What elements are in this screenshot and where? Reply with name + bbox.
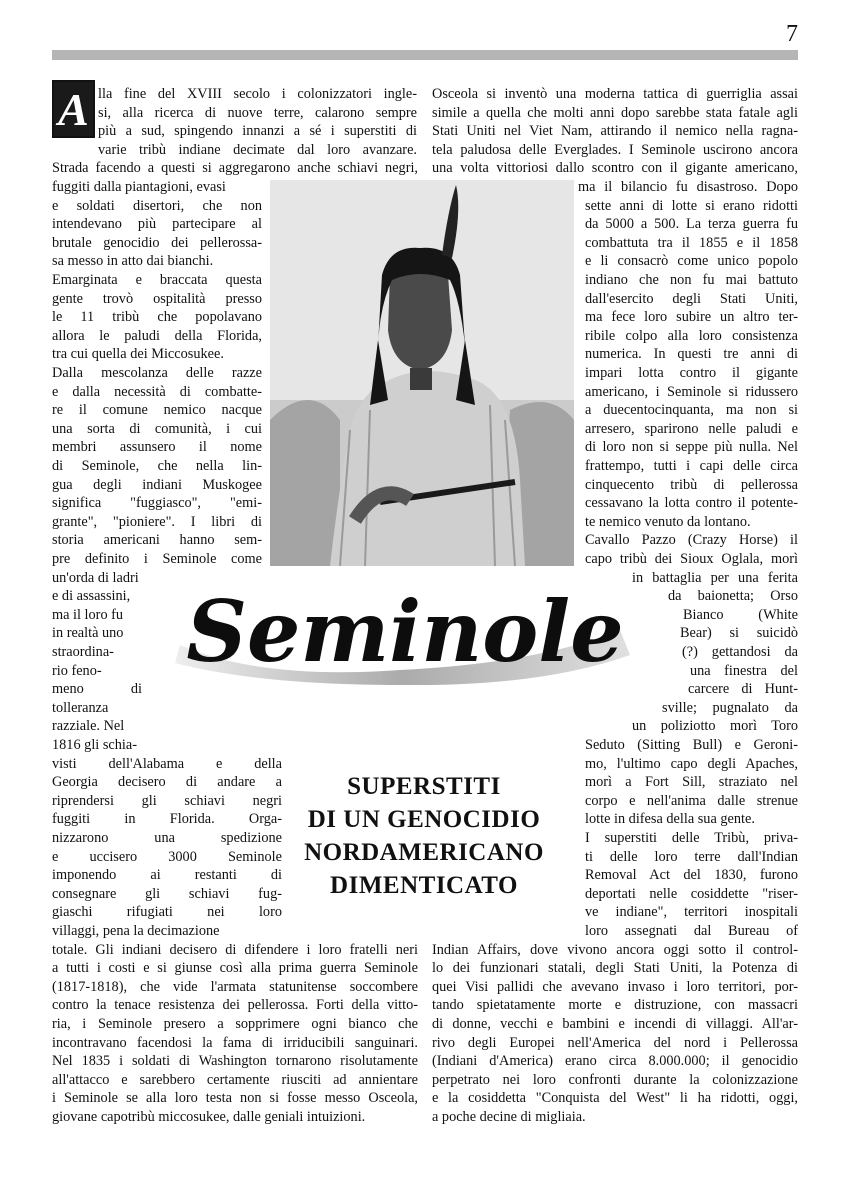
right-column-line: tando spietatamente morte e distruzione, con massacri xyxy=(432,997,798,1013)
left-column-line: Strada facendo a questi si aggregarono anche schiavi negri, xyxy=(52,160,418,176)
subtitle-line: DIMENTICATO xyxy=(330,872,518,899)
left-column-line: tra cui quella dei Miccosukee. xyxy=(52,346,224,362)
right-column-line: lo dei funzionari statali, degli Stati Uniti, la Potenza di xyxy=(432,960,798,976)
left-column-line: gua degli indiani Muskogee xyxy=(52,477,262,493)
right-column-line: mo, l'ultimo capo degli Apaches, xyxy=(585,756,798,772)
right-column-line: una volta vittoriosi dallo scontro con il gigante americano, xyxy=(432,160,798,176)
left-column-line: una sorta di comunità, i cui xyxy=(52,421,262,437)
right-column-line: ve indiane", territori inospitali xyxy=(585,904,798,920)
left-column-line: allora le paludi della Florida, xyxy=(52,328,262,344)
left-column-line: sa messo in atto dai bianchi. xyxy=(52,253,214,269)
right-column-line: te nemico venuto da lontano. xyxy=(585,514,751,530)
right-column-line: a duecentocinquanta, ma non si xyxy=(585,402,798,418)
right-column-line: (Indiani d'America) erano circa 8.000.000; il genocidio xyxy=(432,1053,798,1069)
right-column-line: Cavallo Pazzo (Crazy Horse) il xyxy=(585,532,798,548)
left-column-line: significa "fuggiasco", "emi- xyxy=(52,495,262,511)
right-column-line: da baionetta; Orso xyxy=(668,588,798,604)
left-column-line: brutale genocidio dei pellerossa- xyxy=(52,235,262,251)
drop-cap xyxy=(52,80,95,138)
left-column-line: un'orda di ladri xyxy=(52,570,139,586)
left-column-line: fuggiti dalla piantagioni, evasi xyxy=(52,179,226,195)
left-column-line: e dalla necessità di combatte- xyxy=(52,384,262,400)
right-column-line: deportati nelle cosiddette "riser- xyxy=(585,886,798,902)
left-column-line: intendevano più partecipare al xyxy=(52,216,262,232)
right-column-line: un poliziotto morì Toro xyxy=(632,718,798,734)
right-column-line: lotte in difesa della sua gente. xyxy=(585,811,755,827)
right-column-line: Indian Affairs, dove vivono ancora oggi sotto il control- xyxy=(432,942,798,958)
left-column-line: grante", "pioniere". I libri di xyxy=(52,514,262,530)
left-column-line: più a sud, spingendo innanzi a sé i superstiti di xyxy=(98,123,417,139)
portrait-illustration xyxy=(270,180,574,566)
left-column-line: imponendo ai restanti di xyxy=(52,867,282,883)
right-column-line: una finestra del xyxy=(690,663,798,679)
left-column-line: riprendersi gli schiavi negri xyxy=(52,793,282,809)
left-column-line: di Seminole, che nella lin- xyxy=(52,458,262,474)
left-column-line: Dalla mescolanza delle razze xyxy=(52,365,262,381)
right-column-line: Bianco (White xyxy=(683,607,798,623)
subtitle xyxy=(278,770,570,902)
left-column-line: totale. Gli indiani decisero di difendere i loro fratelli neri xyxy=(52,942,418,958)
left-column-line: in realtà uno xyxy=(52,625,124,641)
right-column-line: capo tribù dei Sioux Oglala, morì xyxy=(585,551,798,567)
right-column-line: I superstiti delle Tribù, priva- xyxy=(585,830,798,846)
right-column-line: rivo degli Europei nell'America del nord i Pellerossa xyxy=(432,1035,798,1051)
left-column-line: storia americani hanno sem- xyxy=(52,532,262,548)
title-text: Seminole xyxy=(186,582,624,681)
left-column-line: (1817-1818), che vide l'armata statunitense soccombere xyxy=(52,979,418,995)
left-column-line: e soldati disertori, che non xyxy=(52,198,262,214)
left-column-line: straordina- xyxy=(52,644,114,660)
right-column-line: a poche decine di migliaia. xyxy=(432,1109,586,1125)
right-column-line: e li consacrò come unico popolo xyxy=(585,253,798,269)
title-graphic xyxy=(140,575,670,685)
left-column-line: Emarginata e braccata questa xyxy=(52,272,262,288)
left-column-line: contro la tenace resistenza dei pellerossa. Forti della vitto- xyxy=(52,997,418,1013)
left-column-line: Nel 1835 i soldati di Washington tornarono risolutamente xyxy=(52,1053,418,1069)
left-column-line: re il comune nemico nacque xyxy=(52,402,262,418)
page-number: 7 xyxy=(786,21,798,47)
drop-cap-letter: A xyxy=(58,84,89,135)
right-column-line: Stati Uniti nel Viet Nam, attirando il nemico nella ragna- xyxy=(432,123,798,139)
right-column-line: arresero, sparirono nelle paludi e xyxy=(585,421,798,437)
left-column-line: Georgia decisero di andare a xyxy=(52,774,282,790)
right-column-line: numerica. In questi tre anni di xyxy=(585,346,798,362)
left-column-line: visti dell'Alabama e della xyxy=(52,756,282,772)
left-column-line: ma il loro fu xyxy=(52,607,124,623)
left-column-line: villaggi, pena la decimazione xyxy=(52,923,220,939)
seminole-title xyxy=(140,575,670,685)
right-column-line: quei Visi pallidi che avevano invaso i loro territori, por- xyxy=(432,979,798,995)
right-column-line: da 5000 a 500. La terza guerra fu xyxy=(585,216,798,232)
left-column-line: si, alla ricerca di nuove terre, calarono sempre xyxy=(98,105,417,121)
right-column-line: di loro non si seppe più nulla. Nel xyxy=(585,439,798,455)
right-column-line: ribile colpo alla loro consistenza xyxy=(585,328,798,344)
right-column-line: americano, i Seminole si ridussero xyxy=(585,384,798,400)
left-column-line: fuggiti in Florida. Orga- xyxy=(52,811,282,827)
right-column-line: Bear) si suicidò xyxy=(680,625,798,641)
right-column-line: tela paludosa delle Everglades. I Seminole uscirono ancora xyxy=(432,142,798,158)
left-column-line: 1816 gli schia- xyxy=(52,737,137,753)
chief-portrait-photo xyxy=(270,180,574,566)
right-column-line: dall'esercito degli Stati Uniti, xyxy=(585,291,798,307)
left-column-line: le 11 tribù che popolavano xyxy=(52,309,262,325)
subtitle-line: NORDAMERICANO xyxy=(304,839,544,866)
header-rule xyxy=(52,50,798,60)
right-column-line: combattuta tra il 1855 e il 1858 xyxy=(585,235,798,251)
right-column-line: cinquecento tribù di pellerossa xyxy=(585,477,798,493)
left-column-line: ria, i Seminole presero a sopprimere ogni bianco che xyxy=(52,1016,418,1032)
right-column-line: indiano che non fu mai battuto xyxy=(585,272,798,288)
left-column-line: tolleranza xyxy=(52,700,109,716)
left-column-line: incontravano facendosi la fama di irriducibili sanguinari. xyxy=(52,1035,418,1051)
left-column-line: a tutti i costi e si giunse così alla prima guerra Seminole xyxy=(52,960,418,976)
left-column-line: pre definito i Seminole come xyxy=(52,551,262,567)
left-column-line: meno di xyxy=(52,681,142,697)
right-column-line: corpo e nell'anima dalle strenue xyxy=(585,793,798,809)
subtitle-line: SUPERSTITI xyxy=(347,773,501,800)
right-column-line: e la cosiddetta "Conquista del West" li ha ridotti, oggi, xyxy=(432,1090,798,1106)
left-column-line: lla fine del XVIII secolo i colonizzatori ingle- xyxy=(98,86,417,102)
right-column-line: sville; pugnalato da xyxy=(662,700,798,716)
right-column-line: Removal Act del 1830, furono xyxy=(585,867,798,883)
left-column-line: e uccisero 3000 Seminole xyxy=(52,849,282,865)
left-column-line: gente trovò ospitalità presso xyxy=(52,291,262,307)
right-column-line: (?) gettandosi da xyxy=(682,644,798,660)
left-column-line: e di assassini, xyxy=(52,588,131,604)
right-column-line: morì a Fort Sill, straziato nel xyxy=(585,774,798,790)
right-column-line: ti delle loro terre dall'Indian xyxy=(585,849,798,865)
right-column-line: Osceola si inventò una moderna tattica di guerriglia assai xyxy=(432,86,798,102)
right-column-line: in battaglia per una ferita xyxy=(632,570,798,586)
left-column-line: nizzarono una spedizione xyxy=(52,830,282,846)
left-column-line: i Seminole se alla loro testa non si fosse messo Osceola, xyxy=(52,1090,418,1106)
right-column-line: ma il bilancio fu disastroso. Dopo xyxy=(578,179,798,195)
subtitle-line: DI UN GENOCIDIO xyxy=(307,806,541,833)
right-column-line: ma fece loro subire un altro ter- xyxy=(585,309,798,325)
right-column-line: perpetrato nei loro confronti durante la colonizzazione xyxy=(432,1072,798,1088)
right-column-line: sette anni di lotte si erano ridotti xyxy=(585,198,798,214)
left-column-line: giaschi rifugiati nei loro xyxy=(52,904,282,920)
left-column-line: giovane capotribù miccosukee, dalle geniali intuizioni. xyxy=(52,1109,366,1125)
right-column-line: di donne, vecchi e bambini e incendi di villaggi. All'ar- xyxy=(432,1016,798,1032)
right-column-line: loro assegnati dal Bureau of xyxy=(585,923,798,939)
left-column-line: all'attacco e sarebbero certamente riusciti ad annientare xyxy=(52,1072,418,1088)
left-column-line: consegnare gli schiavi fug- xyxy=(52,886,282,902)
right-column-line: Seduto (Sitting Bull) e Geroni- xyxy=(585,737,798,753)
right-column-line: impari lotta contro il gigante xyxy=(585,365,798,381)
right-column-line: simile a quella che molti anni dopo sarebbe stata fatale agli xyxy=(432,105,798,121)
right-column-line: frattempo, tutti i capi delle circa xyxy=(585,458,798,474)
left-column-line: rio feno- xyxy=(52,663,102,679)
right-column-line: cessavano la lotta contro il potente- xyxy=(585,495,798,511)
left-column-line: razziale. Nel xyxy=(52,718,125,734)
left-column-line: varie tribù indiane decimate dal loro avanzare. xyxy=(98,142,417,158)
left-column-line: membri assunsero il nome xyxy=(52,439,262,455)
right-column-line: carcere di Hunt- xyxy=(688,681,798,697)
